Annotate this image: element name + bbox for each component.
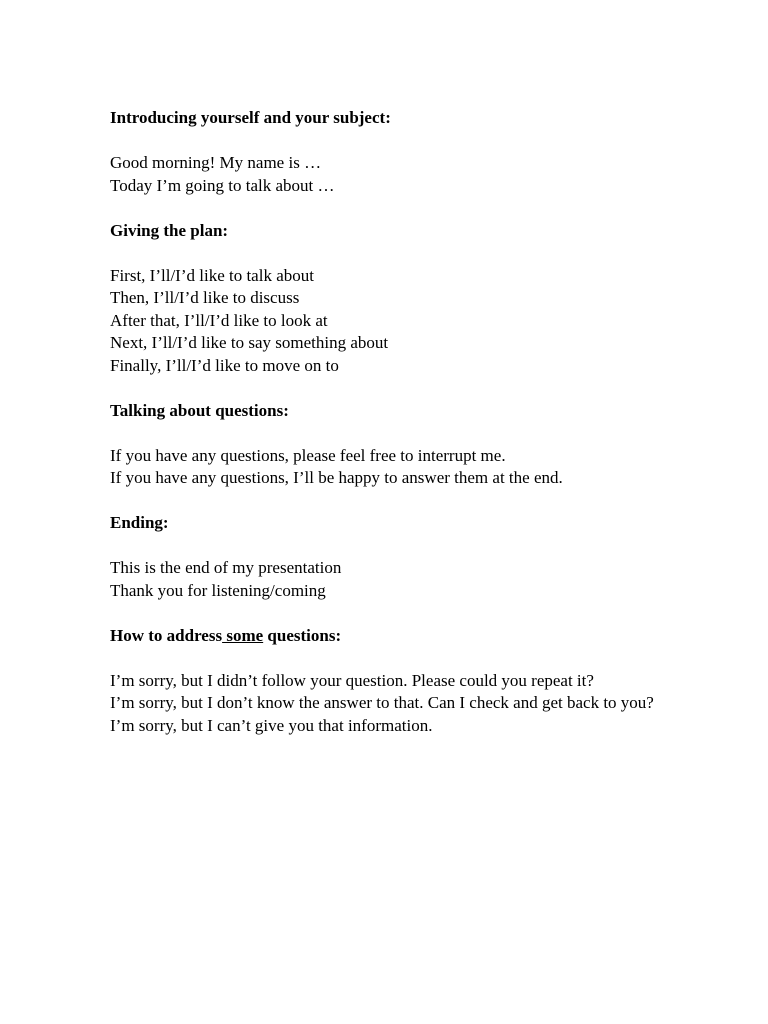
address-heading-after: questions: bbox=[263, 625, 342, 645]
address-line: I’m sorry, but I can’t give you that information. bbox=[110, 715, 433, 735]
questions-heading: Talking about questions: bbox=[110, 400, 289, 420]
questions-line: If you have any questions, I’ll be happy to answer them at the end. bbox=[110, 468, 563, 487]
intro-line: Today I’m going to talk about … bbox=[110, 175, 335, 195]
ending-line: Thank you for listening/coming bbox=[110, 580, 326, 600]
address-line: I’m sorry, but I didn’t follow your question. Please could you repeat it? bbox=[110, 670, 594, 690]
spacer bbox=[110, 197, 730, 220]
document-page bbox=[110, 107, 730, 737]
address-heading bbox=[110, 625, 730, 648]
spacer bbox=[110, 422, 730, 445]
spacer bbox=[110, 647, 730, 670]
ending-heading: Ending: bbox=[110, 513, 169, 532]
address-heading-before: How to address bbox=[110, 625, 223, 645]
ending-line: This is the end of my presentation bbox=[110, 558, 342, 577]
plan-heading: Giving the plan: bbox=[110, 220, 229, 240]
intro-line: Good morning! My name is … bbox=[110, 153, 322, 172]
intro-heading: Introducing yourself and your subject: bbox=[110, 108, 391, 127]
spacer bbox=[110, 535, 730, 558]
plan-line: Finally, I’ll/I’d like to move on to bbox=[110, 355, 339, 375]
spacer bbox=[110, 377, 730, 400]
spacer bbox=[110, 490, 730, 513]
spacer bbox=[110, 130, 730, 153]
spacer bbox=[110, 242, 730, 265]
plan-line: Next, I’ll/I’d like to say something about bbox=[110, 333, 389, 352]
questions-line: If you have any questions, please feel free to interrupt me. bbox=[110, 445, 506, 465]
plan-line: After that, I’ll/I’d like to look at bbox=[110, 310, 328, 330]
plan-line: First, I’ll/I’d like to talk about bbox=[110, 265, 314, 285]
address-heading-underlined: some bbox=[222, 625, 264, 645]
address-line: I’m sorry, but I don’t know the answer to that. Can I check and get back to you? bbox=[110, 693, 654, 712]
spacer bbox=[110, 602, 730, 625]
plan-line: Then, I’ll/I’d like to discuss bbox=[110, 288, 300, 307]
